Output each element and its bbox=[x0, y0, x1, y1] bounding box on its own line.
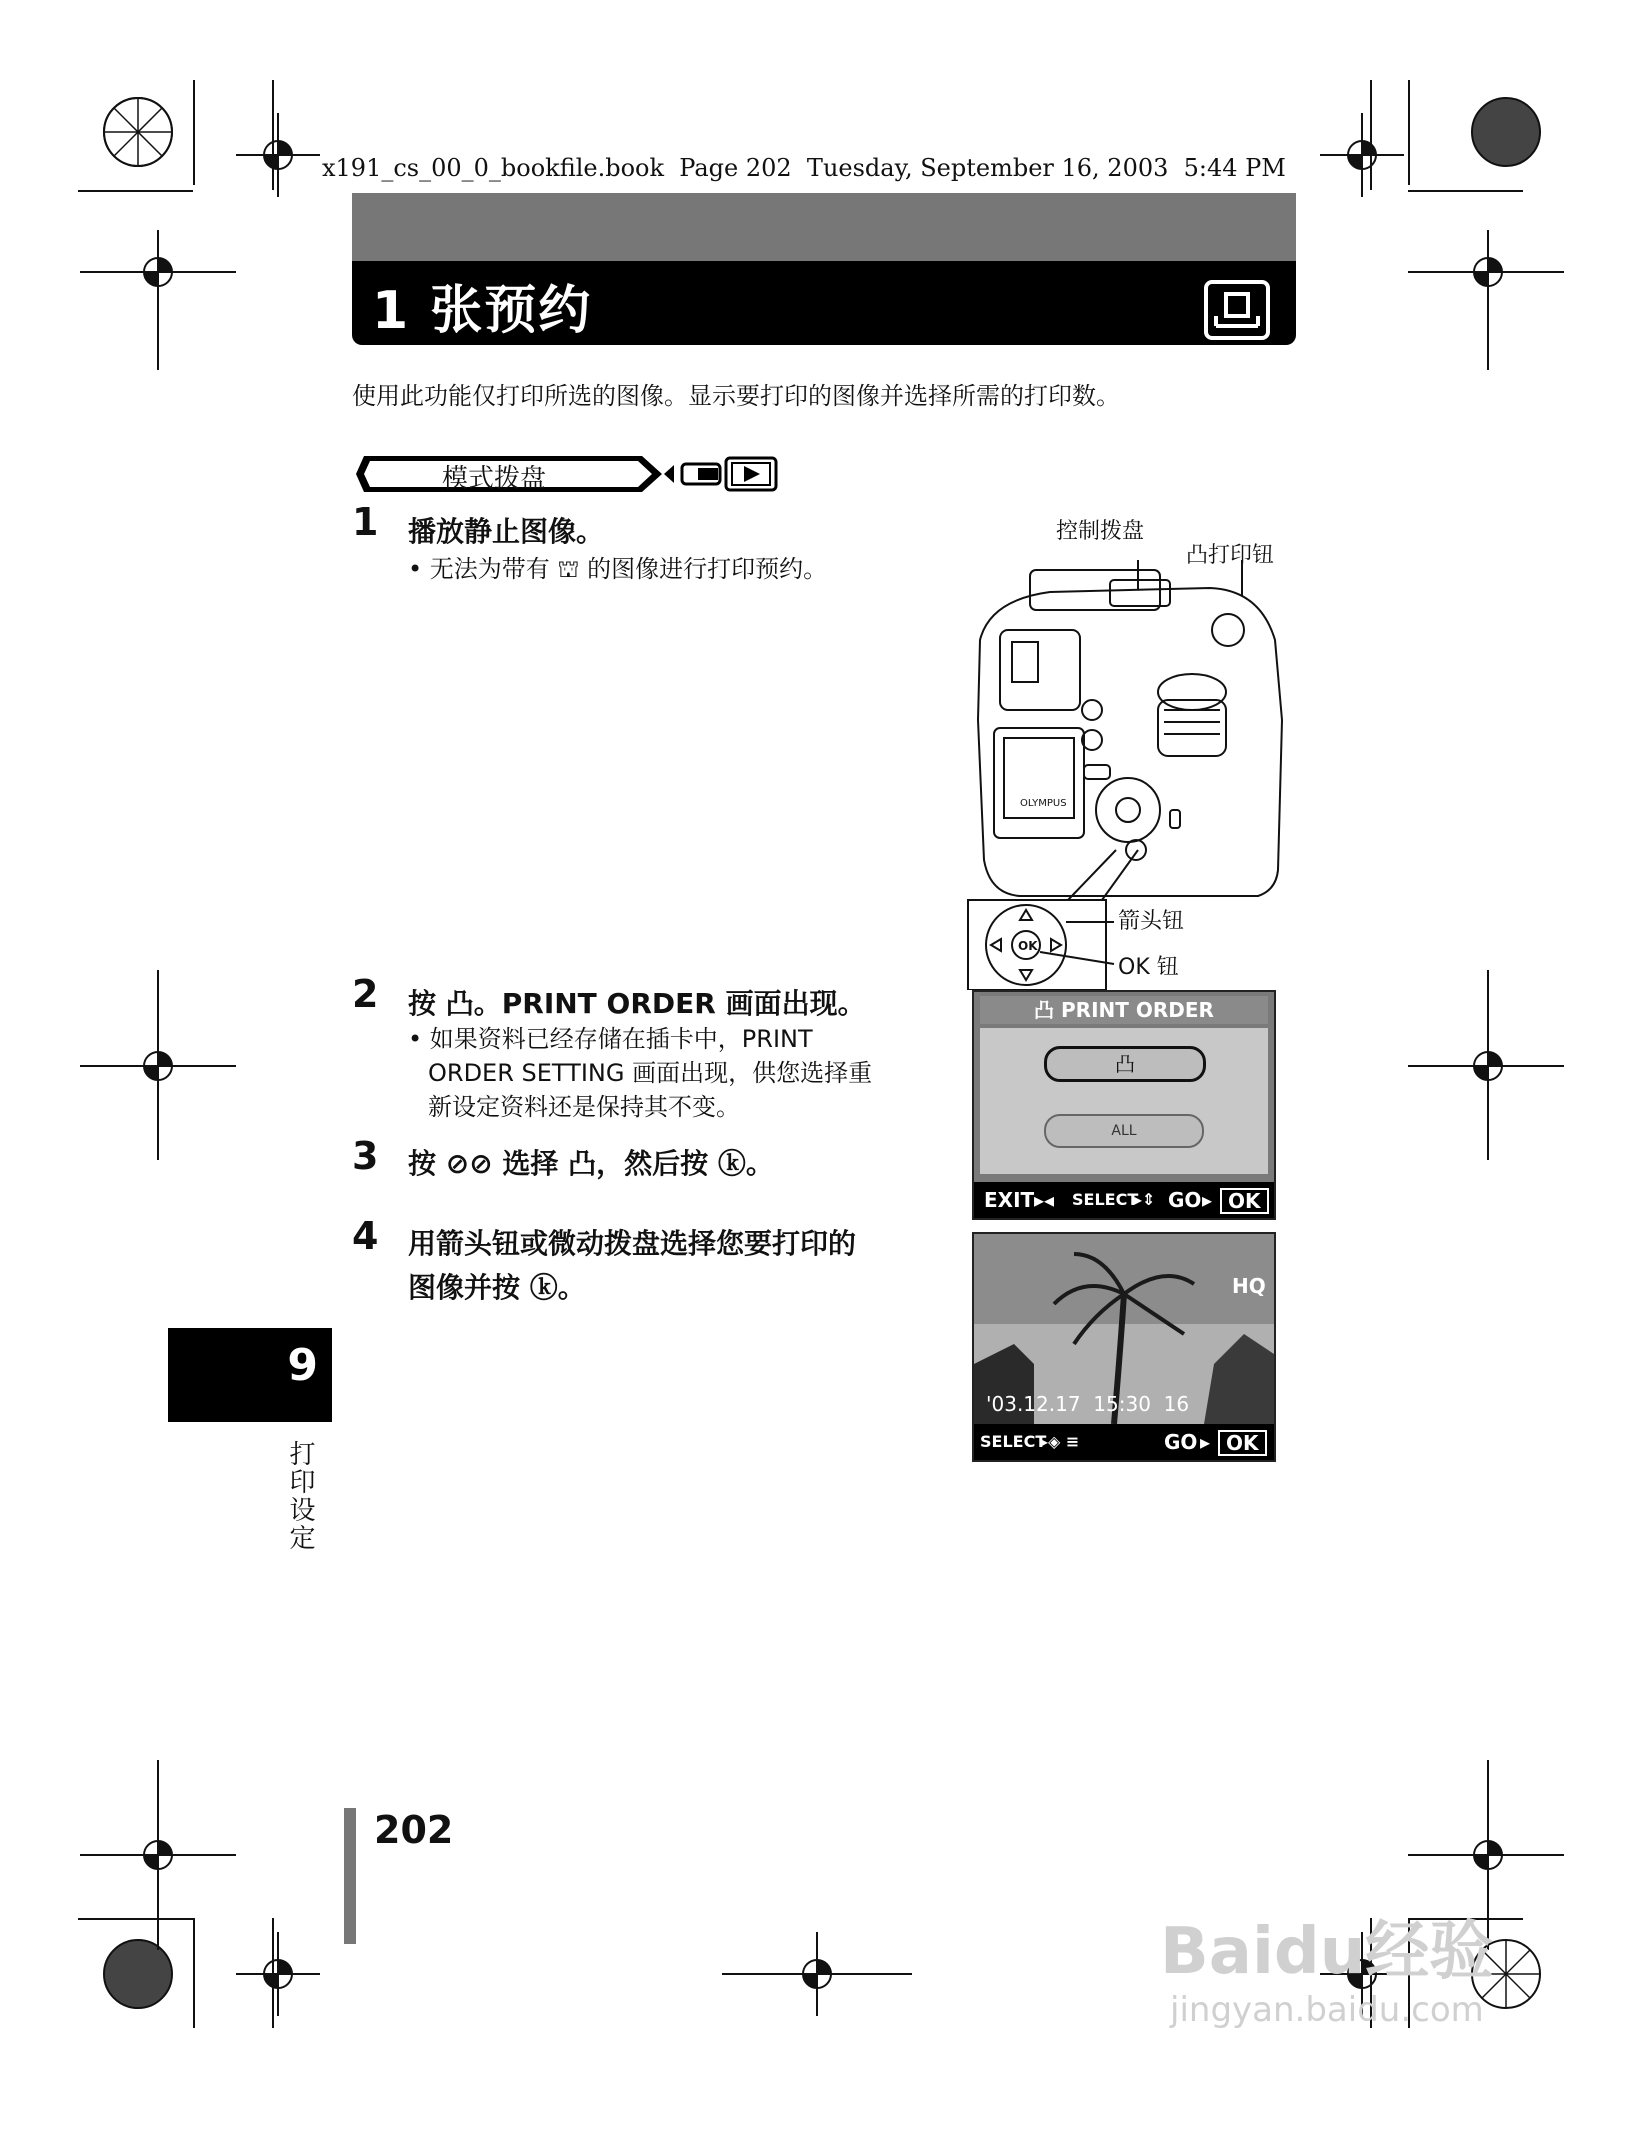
watermark-logo: Baidu经验 bbox=[1160, 1915, 1494, 1989]
right-arrow-icon: ▸ bbox=[1202, 1188, 1213, 1212]
print-icon-small: 凸 bbox=[1186, 543, 1209, 568]
ok-softkey: OK bbox=[1220, 1188, 1269, 1214]
print-button-label-text: 打印钮 bbox=[1208, 543, 1275, 568]
arrow-pad-label: 箭头钮 bbox=[1118, 909, 1185, 934]
exit-softkey: EXIT bbox=[984, 1188, 1035, 1212]
up-down-arrow-icon: ▸⇕ bbox=[1134, 1190, 1156, 1209]
camera-brand-text: OLYMPUS bbox=[1020, 798, 1067, 809]
print-order-softkeys bbox=[974, 1182, 1274, 1218]
single-print-option[interactable] bbox=[1044, 1046, 1206, 1082]
print-order-header bbox=[980, 996, 1268, 1024]
print-icon: 凸 bbox=[1034, 998, 1062, 1022]
control-dial-label: 控制拨盘 bbox=[1056, 519, 1145, 544]
mode-dial-row bbox=[352, 452, 792, 500]
print-icon bbox=[1204, 280, 1270, 340]
go-softkey: GO bbox=[1168, 1188, 1202, 1212]
chapter-label: 打印设定 bbox=[285, 1440, 315, 1552]
step-2-text: 按 凸。PRINT ORDER 画面出现。 bbox=[408, 987, 866, 1020]
step-3-number: 3 bbox=[352, 1134, 379, 1178]
step-2-bullet-line-2: ORDER SETTING 画面出现，供您选择重 bbox=[428, 1059, 873, 1087]
print-order-header-text: PRINT ORDER bbox=[1061, 998, 1214, 1022]
step-3-text: 按 ⊘⊘ 选择 凸，然后按 ⓚ。 bbox=[408, 1147, 774, 1180]
page-number-bar bbox=[344, 1808, 356, 1944]
step-4-text bbox=[408, 1222, 856, 1310]
image-timestamp: '03.12.17 15:30 16 bbox=[986, 1392, 1190, 1416]
print-order-menu bbox=[980, 1028, 1268, 1174]
intro-text: 使用此功能仅打印所选的图像。显示要打印的图像并选择所需的打印数。 bbox=[352, 382, 1120, 410]
select-softkey: SELECT bbox=[980, 1432, 1047, 1451]
image-select-softkeys bbox=[974, 1424, 1274, 1460]
four-way-arrow-icon: ▸◈ ≡ bbox=[1040, 1432, 1080, 1451]
page-title: 1 张预约 bbox=[372, 281, 593, 341]
step-2-bullet-line-3: 新设定资料还是保持其不变。 bbox=[428, 1093, 740, 1121]
step-4-line-2: 图像并按 ⓚ。 bbox=[408, 1271, 586, 1304]
quality-indicator: HQ bbox=[1232, 1274, 1266, 1298]
image-select-screen bbox=[972, 1232, 1276, 1462]
step-2-number: 2 bbox=[352, 972, 379, 1016]
step-1-number: 1 bbox=[352, 500, 379, 544]
step-2-bullet-line-1: 如果资料已经存储在插卡中，PRINT bbox=[429, 1025, 813, 1053]
mode-dial-badge bbox=[352, 452, 792, 496]
watermark-url: jingyan.baidu.com bbox=[1170, 1990, 1484, 2030]
print-icon: 凸 bbox=[1115, 1052, 1135, 1076]
print-header: x191_cs_00_0_bookfile.book Page 202 Tuesday, September 16, 2003 5:44 PM bbox=[322, 154, 1286, 182]
step-2-bullet: • 如果资料已经存储在插卡中，PRINT ORDER SETTING 画面出现，供您选择重 新设定资料还是保持其不变。 bbox=[408, 1022, 872, 1124]
right-arrow-icon: ▸ bbox=[1200, 1430, 1211, 1454]
chapter-number: 9 bbox=[287, 1340, 318, 1391]
print-order-screen bbox=[972, 990, 1276, 1220]
all-print-option[interactable] bbox=[1044, 1114, 1204, 1148]
ok-key-text: OK bbox=[1018, 939, 1038, 953]
page-number: 202 bbox=[374, 1808, 454, 1852]
select-softkey: SELECT bbox=[1072, 1190, 1139, 1209]
ok-button-label: OK 钮 bbox=[1118, 955, 1179, 980]
step-1-bullet-text: 无法为带有 ⛫ 的图像进行打印预约。 bbox=[429, 555, 828, 583]
step-1-bullet: • 无法为带有 ⛫ 的图像进行打印预约。 bbox=[408, 555, 828, 583]
step-1-text: 播放静止图像。 bbox=[408, 515, 605, 548]
left-arrow-icon: ▸◂ bbox=[1034, 1188, 1055, 1212]
all-print-label: ALL bbox=[1111, 1123, 1137, 1139]
step-4-number: 4 bbox=[352, 1214, 379, 1258]
title-band-top bbox=[352, 193, 1296, 261]
mode-dial-label: 模式拨盘 bbox=[442, 464, 547, 494]
step-4-line-1: 用箭头钮或微动拨盘选择您要打印的 bbox=[408, 1227, 857, 1260]
ok-softkey: OK bbox=[1218, 1430, 1267, 1456]
go-softkey: GO bbox=[1164, 1430, 1198, 1454]
